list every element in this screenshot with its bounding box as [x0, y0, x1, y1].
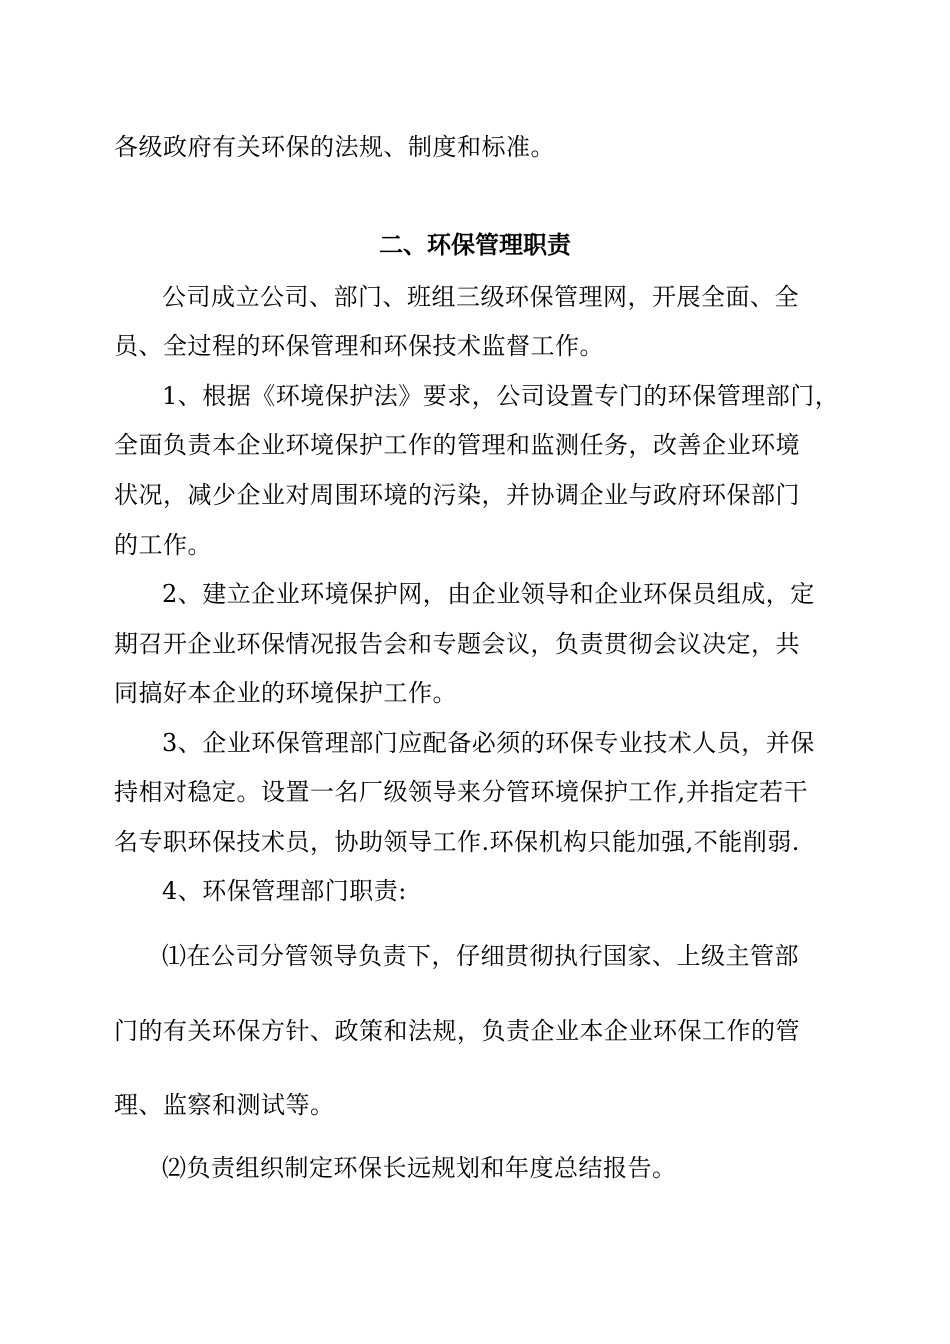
paragraph-line: 门的有关环保方针、政策和法规，负责企业本企业环保工作的管 [114, 1017, 800, 1045]
paragraph-line: 员、全过程的环保管理和环保技术监督工作。 [114, 332, 604, 360]
intro-line: 各级政府有关环保的法规、制度和标准。 [114, 133, 555, 161]
paragraph-line: 状况，减少企业对周围环境的污染，并协调企业与政府环保部门 [114, 481, 800, 509]
paragraph-line: 公司成立公司、部门、班组三级环保管理网，开展全面、全 [162, 283, 799, 311]
paragraph-line: 4、环保管理部门职责: [162, 877, 407, 905]
paragraph-line: 同搞好本企业的环境保护工作。 [114, 679, 457, 707]
section-title: 二、环保管理职责 [379, 231, 571, 259]
paragraph-line: 期召开企业环保情况报告会和专题会议，负责贯彻会议决定，共 [114, 630, 800, 658]
paragraph-line: 2、建立企业环境保护网，由企业领导和企业环保员组成，定 [162, 580, 815, 608]
paragraph-line: ⑵负责组织制定环保长远规划和年度总结报告。 [162, 1154, 677, 1182]
paragraph-line: ⑴在公司分管领导负责下，仔细贯彻执行国家、上级主管部 [162, 942, 799, 970]
paragraph-line: 理、监察和测试等。 [114, 1091, 335, 1119]
paragraph-line: 持相对稳定。设置一名厂级领导来分管环境保护工作,并指定若干 [114, 778, 809, 806]
paragraph-line: 的工作。 [114, 531, 212, 559]
paragraph-line: 1、根据《环境保护法》要求，公司设置专门的环保管理部门， [162, 382, 840, 410]
paragraph-line: 名专职环保技术员，协助领导工作.环保机构只能加强,不能削弱. [114, 828, 800, 856]
paragraph-line: 全面负责本企业环境保护工作的管理和监测任务，改善企业环境 [114, 431, 800, 459]
paragraph-line: 3、企业环保管理部门应配备必须的环保专业技术人员，并保 [162, 729, 815, 757]
